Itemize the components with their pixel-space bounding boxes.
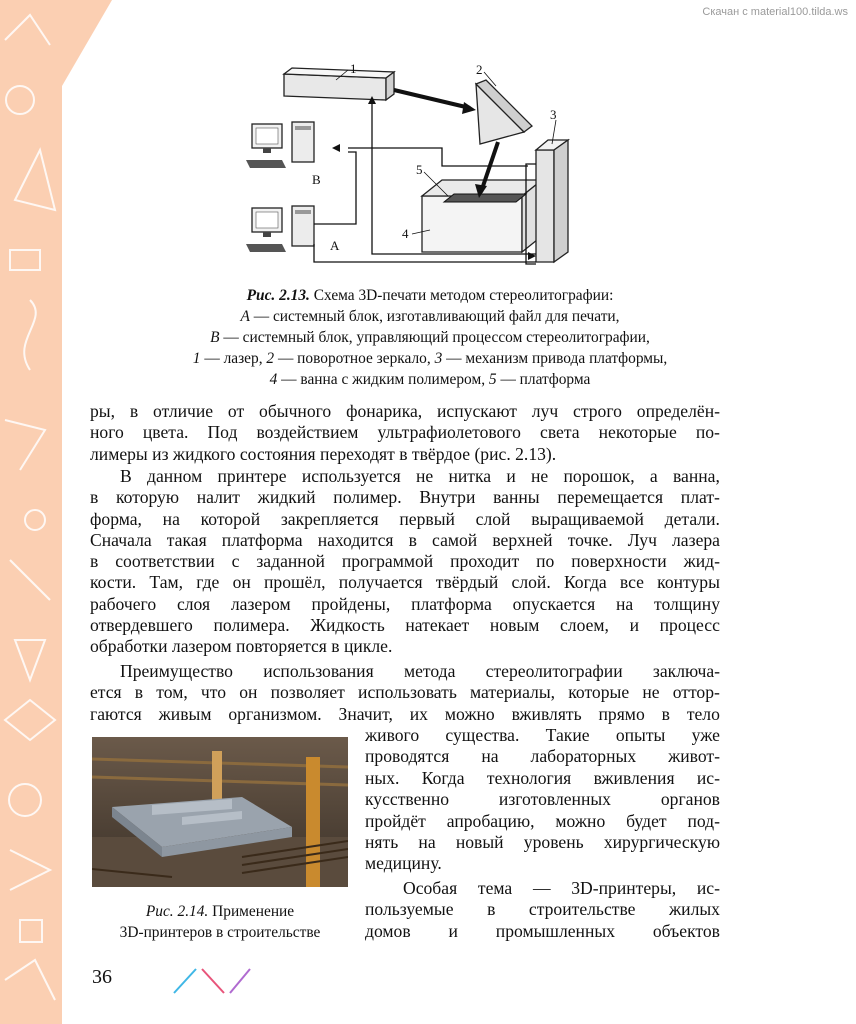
label-a: A [330, 238, 340, 253]
gantry-post [306, 757, 320, 887]
side-paragraph-2: Особая тема — 3D-принтеры, ис- пользуемые в строительстве жилых домов и промышленных объектов [365, 878, 720, 941]
figure-label: Рис. 2.13. [246, 287, 310, 304]
platform [444, 194, 526, 202]
sidebar-pattern [0, 0, 62, 1024]
figure-2-14-caption: Рис. 2.14. Применение 3D-принтеров в строительстве [119, 903, 321, 941]
side-paragraph-1: живого существа. Такие опыты уже проводятся на лабораторных живот- ных. Когда технология вживления ис- кусственно изготовленных органов пройдёт апробацию, можно будет под- нять на новый уровень хирургическую медицину. [365, 725, 720, 874]
label-3: 3 [550, 107, 557, 122]
page-number: 36 [92, 966, 112, 988]
platform-drive [536, 140, 568, 262]
rotating-mirror [476, 80, 532, 144]
laser-arrow-1 [462, 102, 476, 114]
laser-block [284, 68, 394, 100]
construction-3d-printer-photo [92, 737, 348, 887]
computer-b-icon [246, 122, 314, 168]
sidebar-corner [62, 0, 112, 86]
slash-pink [202, 969, 224, 993]
figure-2-13-caption: Рис. 2.13. Схема 3D-печати методом стереолитографии: А — системный блок, изготавливающий файл для печати, В — системный блок, управляющий процессом стереолитографии, 1 — лазер, 2 — поворотное зеркало, 3 — механизм привода платформы, 4 — ванна с жидким полимером, 5 — платформа [192, 287, 668, 388]
watermark: Скачан с material100.tilda.ws [702, 6, 848, 18]
figure-label: Рис. 2.14. [145, 903, 209, 920]
decorative-slashes [170, 965, 260, 995]
label-b: B [312, 172, 321, 187]
stereolithography-diagram [236, 64, 580, 282]
label-1: 1 [350, 64, 357, 76]
slash-purple [230, 969, 250, 993]
slash-blue [174, 969, 196, 993]
laser-beam-1 [394, 90, 470, 108]
computer-a-icon [246, 206, 314, 252]
body-paragraph-1: ры, в отличие от обычного фонарика, испускают луч строго определён- ного цвета. Под воздействием ультрафиолетового света некоторые по- лимеры из жидкого состояния переходят в твёрдое (рис. 2.13). [90, 401, 720, 464]
decorative-sidebar [0, 0, 62, 1024]
body-paragraph-2: В данном принтере используется не нитка и не порошок, а ванна, в которую налит жидкий полимер. Внутри ванны перемещается плат- форма, на которой закрепляется первый слой выращиваемой детали. Сначала такая платформа находится в самой верхней точке. Луч лазера в соответствии с заданной программой проходит по поверхности жид- кости. Там, где он прошёл, получается твёрдый слой. Когда все контуры рабочего слоя лазером пройдены, платформа опускается на толщину отвердевшего полимера. Жидкость натекает новым слоем, и процесс обработки лазером повторяется в цикле. [90, 466, 720, 657]
body-paragraph-3: Преимущество использования метода стереолитографии заключа- ется в том, что он позволяет использовать материалы, которые не оттор- гаются живым организмом. Значит, их можно вживлять прямо в тело [90, 661, 720, 724]
label-2: 2 [476, 64, 483, 77]
label-5: 5 [416, 162, 423, 177]
label-4: 4 [402, 226, 409, 241]
